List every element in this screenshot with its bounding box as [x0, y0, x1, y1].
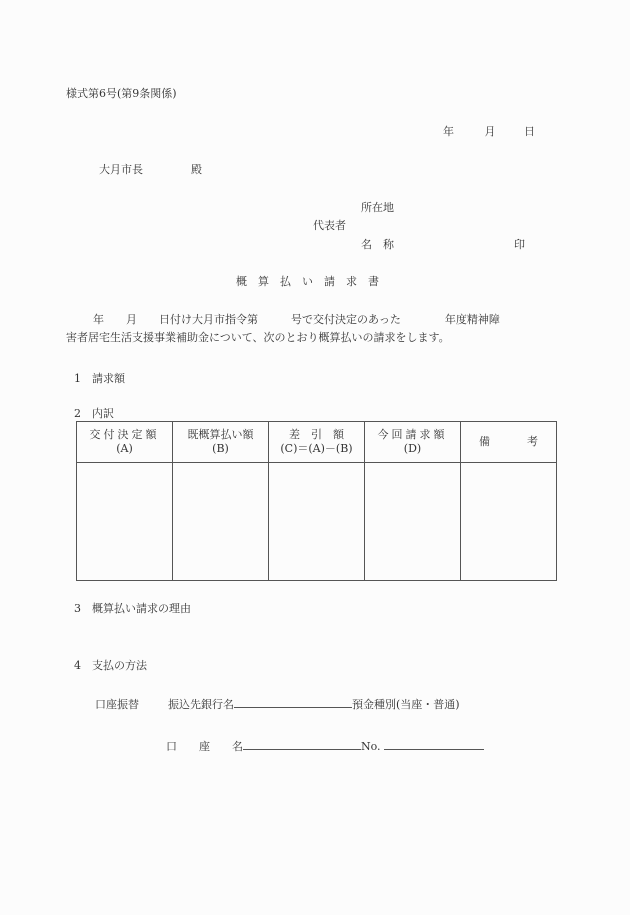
date-year: 年	[443, 125, 454, 138]
date-day: 日	[524, 125, 535, 138]
title-char: 請	[324, 275, 335, 288]
document-title	[236, 273, 390, 289]
body-text-line2: 害者居宅生活支援事業補助金について、次のとおり概算払いの請求をします。	[66, 331, 450, 344]
cell-difference[interactable]	[269, 463, 365, 581]
title-char: 求	[346, 275, 357, 288]
location-label: 所在地	[361, 201, 394, 214]
title-char: 払	[280, 275, 291, 288]
body-text-line1: 年 月 日付け大月市指令第 号で交付決定のあった 年度精神障	[93, 313, 500, 326]
bank-name-label: 振込先銀行名	[168, 698, 234, 711]
form-number: 様式第6号(第9条関係)	[66, 87, 177, 100]
header-current-request: 今回請求額 (D)	[365, 422, 461, 463]
cell-current-request[interactable]	[365, 463, 461, 581]
title-char: 概	[236, 275, 247, 288]
table-header-row	[77, 422, 557, 463]
payment-row-account	[166, 737, 484, 754]
title-char: 書	[368, 275, 379, 288]
account-number-label: No.	[361, 740, 381, 753]
date-month: 月	[484, 125, 496, 138]
representative-label: 代表者	[313, 219, 346, 232]
account-name-field[interactable]	[243, 737, 361, 750]
table-row	[77, 463, 557, 581]
addressee	[99, 161, 202, 177]
section-4-heading: 4 支払の方法	[74, 659, 147, 672]
breakdown-table	[76, 421, 557, 581]
payment-row-bank	[95, 695, 460, 712]
header-remarks: 備 考	[461, 422, 557, 463]
date-line	[443, 123, 535, 139]
name-label: 名 称	[361, 238, 394, 251]
account-type-label: 預金種別(当座・普通)	[352, 698, 460, 711]
section-2-heading: 2 内訳	[74, 407, 114, 420]
title-char: い	[302, 275, 313, 288]
section-3-heading: 3 概算払い請求の理由	[74, 602, 191, 615]
payment-method: 口座振替	[95, 698, 139, 711]
account-name-label: 口 座 名	[166, 740, 243, 753]
cell-grant-amount[interactable]	[77, 463, 173, 581]
header-grant-amount: 交付決定額 (A)	[77, 422, 173, 463]
account-number-field[interactable]	[384, 737, 484, 750]
header-prior-payment: 既概算払い額 (B)	[173, 422, 269, 463]
title-char: 算	[258, 275, 269, 288]
addressee-name: 大月市長	[99, 163, 143, 176]
cell-prior-payment[interactable]	[173, 463, 269, 581]
seal-label: 印	[514, 238, 525, 251]
cell-remarks[interactable]	[461, 463, 557, 581]
addressee-honorific: 殿	[191, 163, 202, 176]
section-1-heading: 1 請求額	[74, 372, 125, 385]
header-difference: 差 引 額 (C)＝(A)－(B)	[269, 422, 365, 463]
bank-name-field[interactable]	[234, 695, 352, 708]
